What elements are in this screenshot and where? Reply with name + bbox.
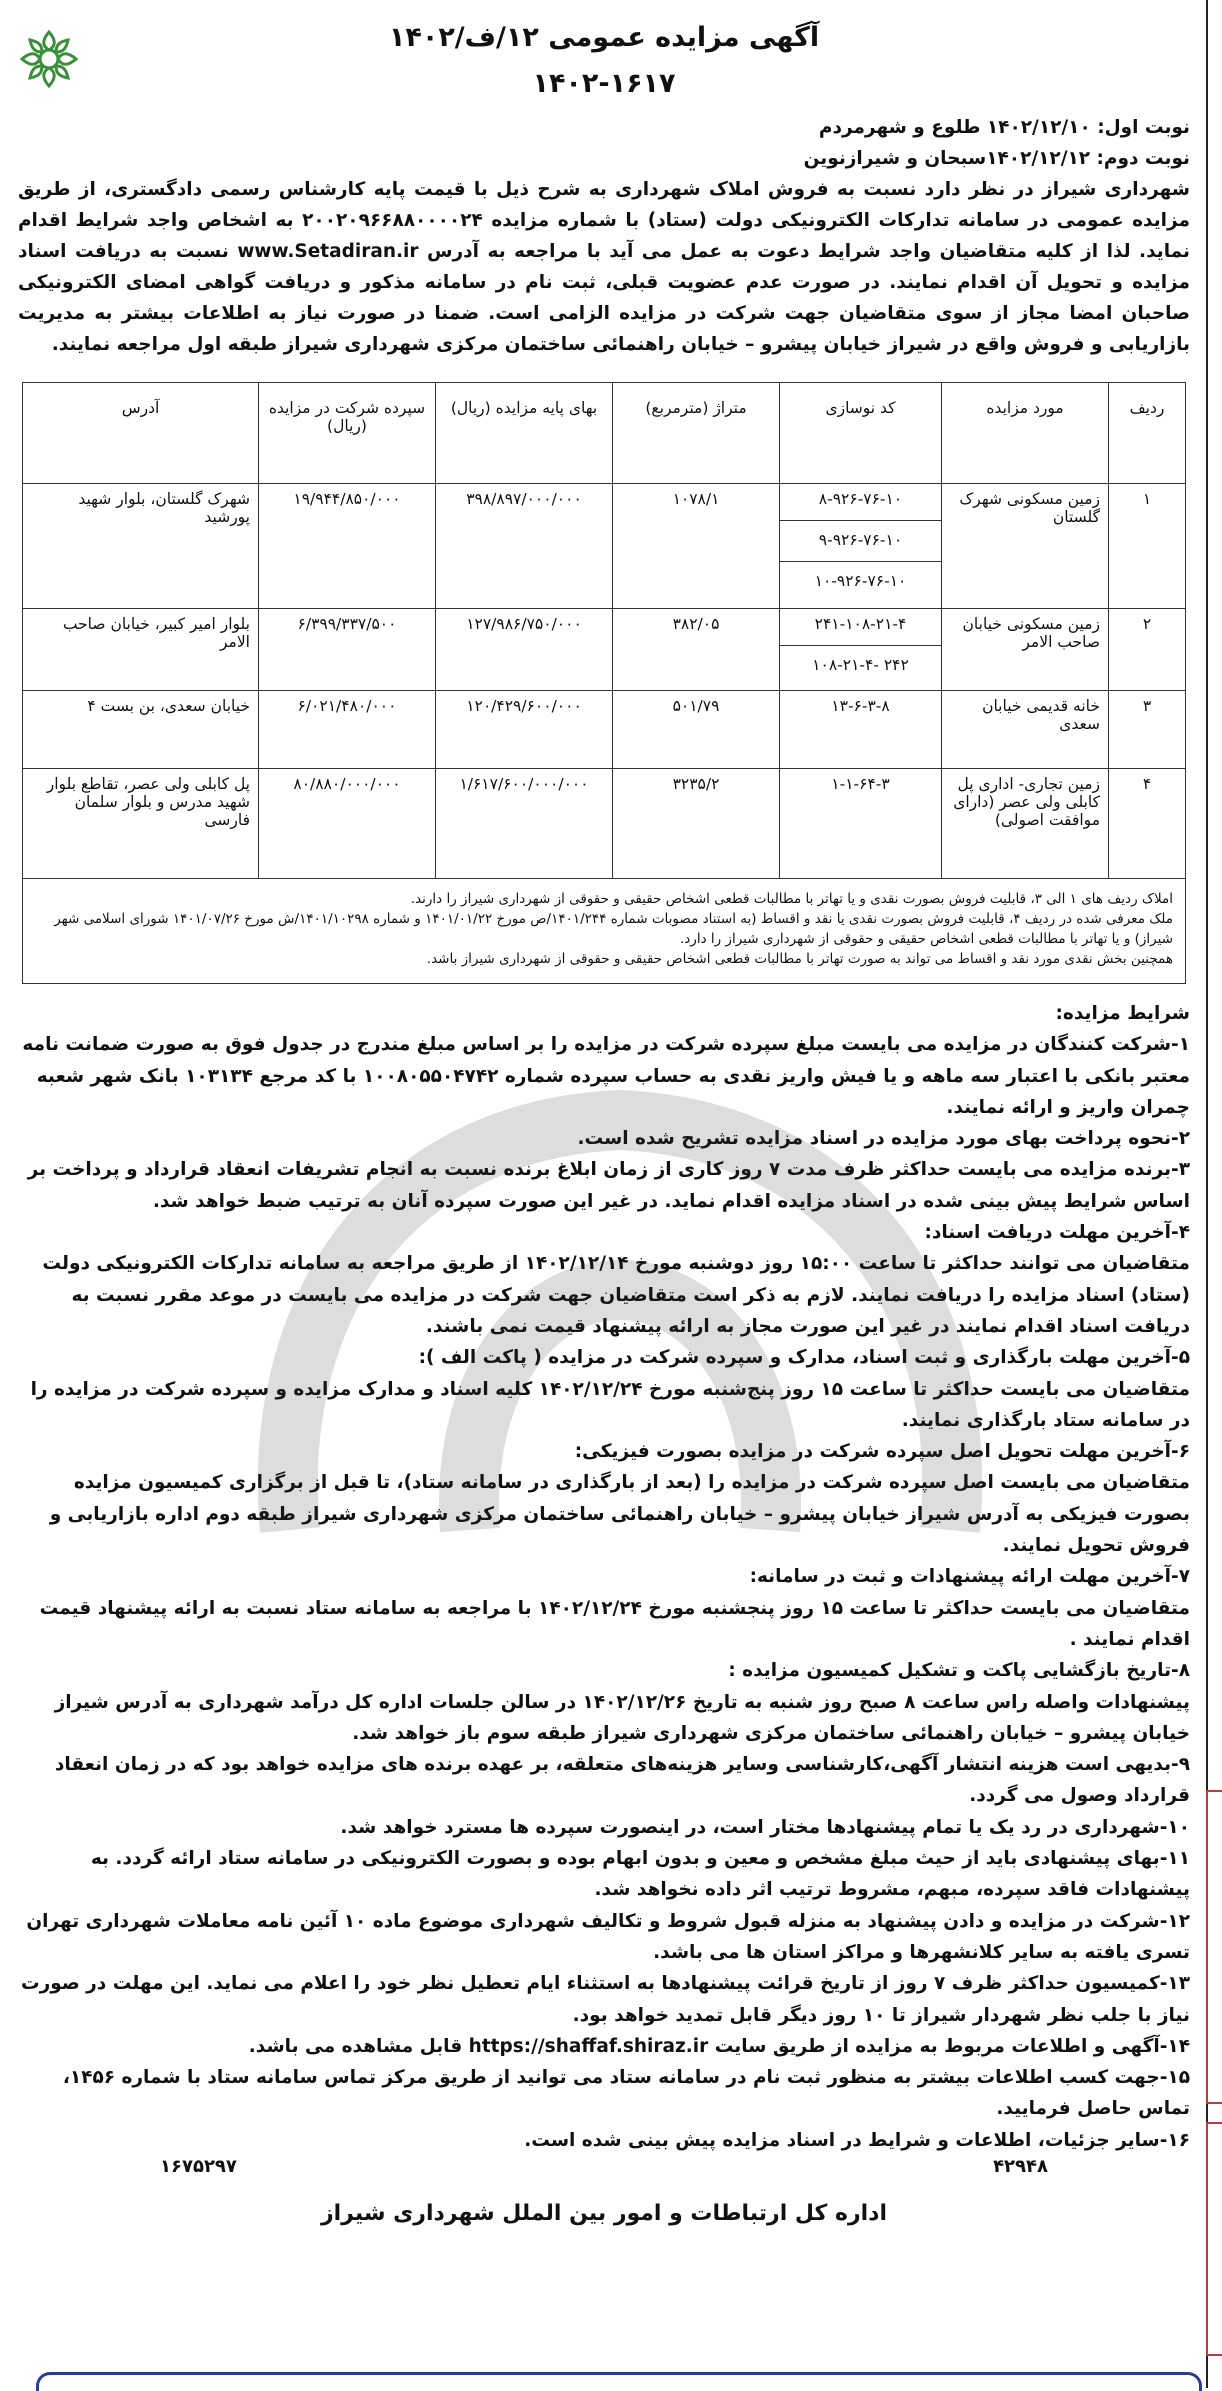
col-row-no: ردیف <box>1109 383 1186 484</box>
table-row <box>23 484 1186 609</box>
row-deposit: ۶/۳۹۹/۳۳۷/۵۰۰ <box>259 609 436 691</box>
row-area: ۳۲۳۵/۲ <box>613 769 780 879</box>
publisher-footer: اداره کل ارتباطات و امور بین الملل شهرداری شیراز <box>320 2200 888 2226</box>
condition-line: ۳-برنده مزایده می بایست حداکثر ظرف مدت ۷ روز کاری از زمان ابلاغ برنده نسبت به انجام تشریفات انعقاد قرارداد و پرداخت بر اساس شرایط پیش بینی شده در اسناد مزایده اقدام نماید. در غیر این صورت سپرده آنان به ترتیب ضبط خواهد شد. <box>27 1159 1190 1212</box>
condition-line: ۲-نحوه پرداخت بهای مورد مزایده در اسناد مزایده تشریح شده است. <box>577 1128 1190 1150</box>
condition-line: ۱۳-کمیسیون حداکثر ظرف ۷ روز از تاریخ قرائت پیشنهادها به استثناء ایام تعطیل نظر خود را اعلام می نماید. این مهلت در صورت نیاز با جلب نظر شهردار شیراز تا ۱۰ روز دیگر قابل تمدید خواهد بود. <box>21 1973 1190 2026</box>
auction-lots-table <box>22 382 1186 879</box>
condition-line: متقاضیان می بایست حداکثر تا ساعت ۱۵ روز پنجشنبه مورخ ۱۴۰۲/۱۲/۲۴ با مراجعه به سامانه ستاد نسبت به ارائه پیشنهاد قیمت اقدام نمایند . <box>39 1597 1190 1650</box>
row-codes <box>780 609 942 691</box>
renovation-code: ۱۰-۹۲۶-۷۶-۱۰ <box>780 561 941 594</box>
row-codes <box>780 484 942 609</box>
row-item: زمین مسکونی شهرک گلستان <box>942 484 1109 609</box>
row-area: ۱۰۷۸/۱ <box>613 484 780 609</box>
col-address: آدرس <box>23 383 259 484</box>
condition-line: ۹-بدیهی است هزینه انتشار آگهی،کارشناسی وسایر هزینه‌های متعلقه، بر عهده برنده های مزایده خواهد بود که در زمان انعقاد قرارداد وصول می گردد. <box>54 1754 1190 1807</box>
row-base-price: ۱۲۰/۴۲۹/۶۰۰/۰۰۰ <box>436 691 613 769</box>
notice-number-right: ۴۲۹۴۸ <box>993 2155 1048 2177</box>
row-base-price: ۱۲۷/۹۸۶/۷۵۰/۰۰۰ <box>436 609 613 691</box>
row-area: ۵۰۱/۷۹ <box>613 691 780 769</box>
col-item: مورد مزایده <box>942 383 1109 484</box>
notice-code: ۱۴۰۲-۱۶۱۷ <box>532 68 676 99</box>
condition-line: ۱۰-شهرداری در رد یک یا تمام پیشنهادها مختار است، در اینصورت سپرده ها مسترد خواهد شد. <box>340 1816 1190 1838</box>
condition-line: ۱۶-سایر جزئیات، اطلاعات و شرایط در اسناد مزایده پیش بینی شده است. <box>524 2129 1190 2151</box>
condition-line: ۶-آخرین مهلت تحویل اصل سپرده شرکت در مزایده بصورت فیزیکی: <box>574 1441 1190 1463</box>
note-line: ملک معرفی شده در ردیف ۴، قابلیت فروش بصورت نقدی یا نقد و اقساط (به استناد مصوبات شماره ۱۴۰۱/۲۴۴/ص مورخ ۱۴۰۱/۰۱/۲۲ و شماره ۱۴۰۱/۱۰۲۹۸/ش مورخ ۱۴۰۱/۰۷/۲۶ شورای اسلامی شهر شیراز) و یا تهاتر با مطالبات قطعی اشخاص حقیقی و حقوقی از شهرداری شیراز را دارد. <box>54 911 1173 947</box>
table-header-row <box>23 383 1186 484</box>
row-base-price: ۳۹۸/۸۹۷/۰۰۰/۰۰۰ <box>436 484 613 609</box>
condition-line: ۸-تاریخ بازگشایی پاکت و تشکیل کمیسیون مزایده : <box>728 1660 1190 1682</box>
row-deposit: ۸۰/۸۸۰/۰۰۰/۰۰۰ <box>259 769 436 879</box>
row-no: ۴ <box>1109 769 1186 879</box>
renovation-code: ۱-۱-۶۴-۳ <box>831 775 890 793</box>
renovation-code: ۲۴۱-۱۰۸-۲۱-۴ <box>814 615 907 633</box>
condition-line: ۷-آخرین مهلت ارائه پیشنهادات و ثبت در سامانه: <box>749 1566 1190 1588</box>
notice-numbers <box>0 2156 1208 2177</box>
condition-line: ۴-آخرین مهلت دریافت اسناد: <box>924 1222 1190 1244</box>
condition-line: متقاضیان می بایست حداکثر تا ساعت ۱۵ روز پنج‌شنبه مورخ ۱۴۰۲/۱۲/۲۴ کلیه اسناد و مدارک مزایده و سپرده شرکت در مزایده را در سامانه ستاد بارگذاری نمایند. <box>30 1378 1190 1431</box>
intro-section <box>0 112 1208 360</box>
notice-header <box>0 0 1208 112</box>
renovation-code: ۸-۹۲۶-۷۶-۱۰ <box>818 490 903 508</box>
condition-line: ۱۱-بهای پیشنهادی باید از حیث مبلغ مشخص و معین و بدون ابهام بوده و بصورت الکترونیکی در سامانه ستاد ارائه گردد. به پیشنهادات فاقد سپرده، مبهم، مشروط ترتیب اثر داده نخواهد شد. <box>90 1848 1190 1901</box>
second-turn: نوبت دوم: ۱۴۰۲/۱۲/۱۲سبحان و شیرازنوین <box>803 148 1190 169</box>
adjacent-ad-frame <box>1206 1790 1222 2104</box>
conditions-heading: شرایط مزایده: <box>1055 1003 1190 1024</box>
adjacent-ad-frame <box>1206 2122 1222 2356</box>
auction-conditions <box>0 984 1208 2156</box>
table-row <box>23 769 1186 879</box>
condition-line: ۱-شرکت کنندگان در مزایده می بایست مبلغ سپرده شرکت در مزایده را بر اساس مبلغ مندرج در جدول فوق به صورت ضمانت نامه معتبر بانکی با اعتبار سه ماهه و یا فیش واریز نقدی به حساب سپرده شماره ۱۰۰۸۰۵۵۰۴۷۴۲ با کد مرجع ۱۰۳۱۳۴ بانک شهر شعبه چمران واریز و ارائه نمایند. <box>22 1034 1190 1118</box>
row-codes <box>780 691 942 769</box>
condition-line: متقاضیان می توانند حداکثر تا ساعت ۱۵:۰۰ روز دوشنبه مورخ ۱۴۰۲/۱۲/۱۴ از طریق مراجعه به سامانه تدارکات الکترونیکی دولت (ستاد) اسناد مزایده را دریافت نمایند. لازم به ذکر است متقاضیان جهت شرکت در مزایده می بایست در موعد مقرر نسبت به دریافت اسناد اقدام نمایند در غیر این صورت مجاز به ارائه پیشنهاد قیمت نمی باشند. <box>42 1253 1190 1337</box>
renovation-code: ۹-۹۲۶-۷۶-۱۰ <box>780 520 941 553</box>
renovation-code: ۲۴۲ -۱۰۸-۲۱-۴ <box>780 645 941 678</box>
row-codes <box>780 769 942 879</box>
condition-line: پیشنهادات واصله راس ساعت ۸ صبح روز شنبه به تاریخ ۱۴۰۲/۱۲/۲۶ در سالن جلسات اداره کل درآمد شهرداری به آدرس شیراز خیابان پیشرو – خیابان راهنمائی ساختمان مرکزی شهرداری شیراز طبقه سوم باز خواهد شد. <box>54 1691 1190 1744</box>
row-no: ۱ <box>1109 484 1186 609</box>
note-line: املاک ردیف های ۱ الی ۳، قابلیت فروش بصورت نقدی و یا تهاتر با مطالبات قطعی اشخاص حقیقی و حقوقی از شهرداری شیراز را دارند. <box>410 891 1173 907</box>
col-code: کد نوسازی <box>780 383 942 484</box>
notice-title: آگهی مزایده عمومی ۱۲/ف/۱۴۰۲ <box>388 22 820 53</box>
row-address: خیابان سعدی، بن بست ۴ <box>23 691 259 769</box>
condition-line: ۱۴-آگهی و اطلاعات مربوط به مزایده از طریق سایت https://shaffaf.shiraz.ir قابل مشاهده می باشد. <box>248 2035 1190 2057</box>
row-address: شهرک گلستان، بلوار شهید پورشید <box>23 484 259 609</box>
condition-line: ۱۵-جهت کسب اطلاعات بیشتر به منظور ثبت نام در سامانه ستاد می توانید از طریق مرکز تماس سامانه ستاد با شماره ۱۴۵۶، تماس حاصل فرمایید. <box>62 2067 1190 2120</box>
row-no: ۲ <box>1109 609 1186 691</box>
col-deposit: سپرده شرکت در مزایده (ریال) <box>259 383 436 484</box>
bottom-ad-frame <box>36 2372 1202 2391</box>
renovation-code: ۱۳-۶-۳-۸ <box>831 697 890 715</box>
table-notes <box>22 879 1186 984</box>
condition-line: متقاضیان می بایست اصل سپرده شرکت در مزایده را (بعد از بارگذاری در سامانه ستاد)، تا قبل از برگزاری کمیسیون مزایده بصورت فیزیکی به آدرس شیراز خیابان پیشرو – خیابان راهنمائی ساختمان مرکزی شهرداری شیراز طبقه دوم اداره بازاریابی و فروش تحویل نمایند. <box>49 1472 1190 1557</box>
intro-body: شهرداری شیراز در نظر دارد نسبت به فروش املاک شهرداری به شرح ذیل با قیمت پایه کارشناس رسمی دادگستری، از طریق مزایده عمومی در سامانه تدارکات الکترونیکی دولت (ستاد) با شماره مزایده ۲۰۰۲۰۹۶۶۸۸۰۰۰۰۲۴ به اشخاص واجد شرایط اقدام نماید. لذا از کلیه متقاضیان واجد شرایط دعوت به عمل می آید با مراجعه به آدرس www.Setadiran.ir نسبت به دریافت اسناد مزایده و تحویل آن اقدام نمایند. در صورت عدم عضویت قبلی، ثبت نام در سامانه مذکور و دریافت گواهی امضای الکترونیکی صاحبان امضا مجاز از سوی متقاضیان جهت شرکت در مزایده الزامی است. ضمنا در صورت نیاز به اطلاعات بیشتر به مدیریت بازاریابی و فروش واقع در شیراز خیابان پیشرو – خیابان راهنمائی ساختمان مرکزی شهرداری شیراز طبقه اول مراجعه نمایند. <box>18 179 1190 355</box>
row-base-price: ۱/۶۱۷/۶۰۰/۰۰۰/۰۰۰ <box>436 769 613 879</box>
row-deposit: ۱۹/۹۴۴/۸۵۰/۰۰۰ <box>259 484 436 609</box>
row-item: زمین مسکونی خیابان صاحب الامر <box>942 609 1109 691</box>
row-address: پل کابلی ولی عصر، تقاطع بلوار شهید مدرس و بلوار سلمان فارسی <box>23 769 259 879</box>
condition-line: ۱۲-شرکت در مزایده و دادن پیشنهاد به منزله قبول شروط و تکالیف شهرداری موضوع ماده ۱۰ آئین نامه معاملات شهرداری تهران تسری یافته به سایر کلانشهرها و مراکز استان ها می باشد. <box>26 1910 1190 1963</box>
table-row <box>23 691 1186 769</box>
notice-number-left: ۱۶۷۵۲۹۷ <box>160 2155 237 2177</box>
row-area: ۳۸۲/۰۵ <box>613 609 780 691</box>
row-item: زمین تجاری- اداری پل کابلی ولی عصر (دارای موافقت اصولی) <box>942 769 1109 879</box>
table-row <box>23 609 1186 691</box>
row-no: ۳ <box>1109 691 1186 769</box>
first-turn: نوبت اول: ۱۴۰۲/۱۲/۱۰ طلوع و شهرمردم <box>818 117 1190 138</box>
col-base-price: بهای پایه مزایده (ریال) <box>436 383 613 484</box>
row-deposit: ۶/۰۲۱/۴۸۰/۰۰۰ <box>259 691 436 769</box>
note-line: همچنین بخش نقدی مورد نقد و اقساط می تواند به صورت تهاتر با مطالبات قطعی اشخاص حقیقی و حقوقی از شهرداری شیراز باشد. <box>426 951 1173 967</box>
col-area: متراژ (مترمربع) <box>613 383 780 484</box>
condition-line: ۵-آخرین مهلت بارگذاری و ثبت اسناد، مدارک و سپرده شرکت در مزایده ( پاکت الف ): <box>418 1347 1190 1369</box>
row-address: بلوار امیر کبیر، خیابان صاحب الامر <box>23 609 259 691</box>
row-item: خانه قدیمی خیابان سعدی <box>942 691 1109 769</box>
